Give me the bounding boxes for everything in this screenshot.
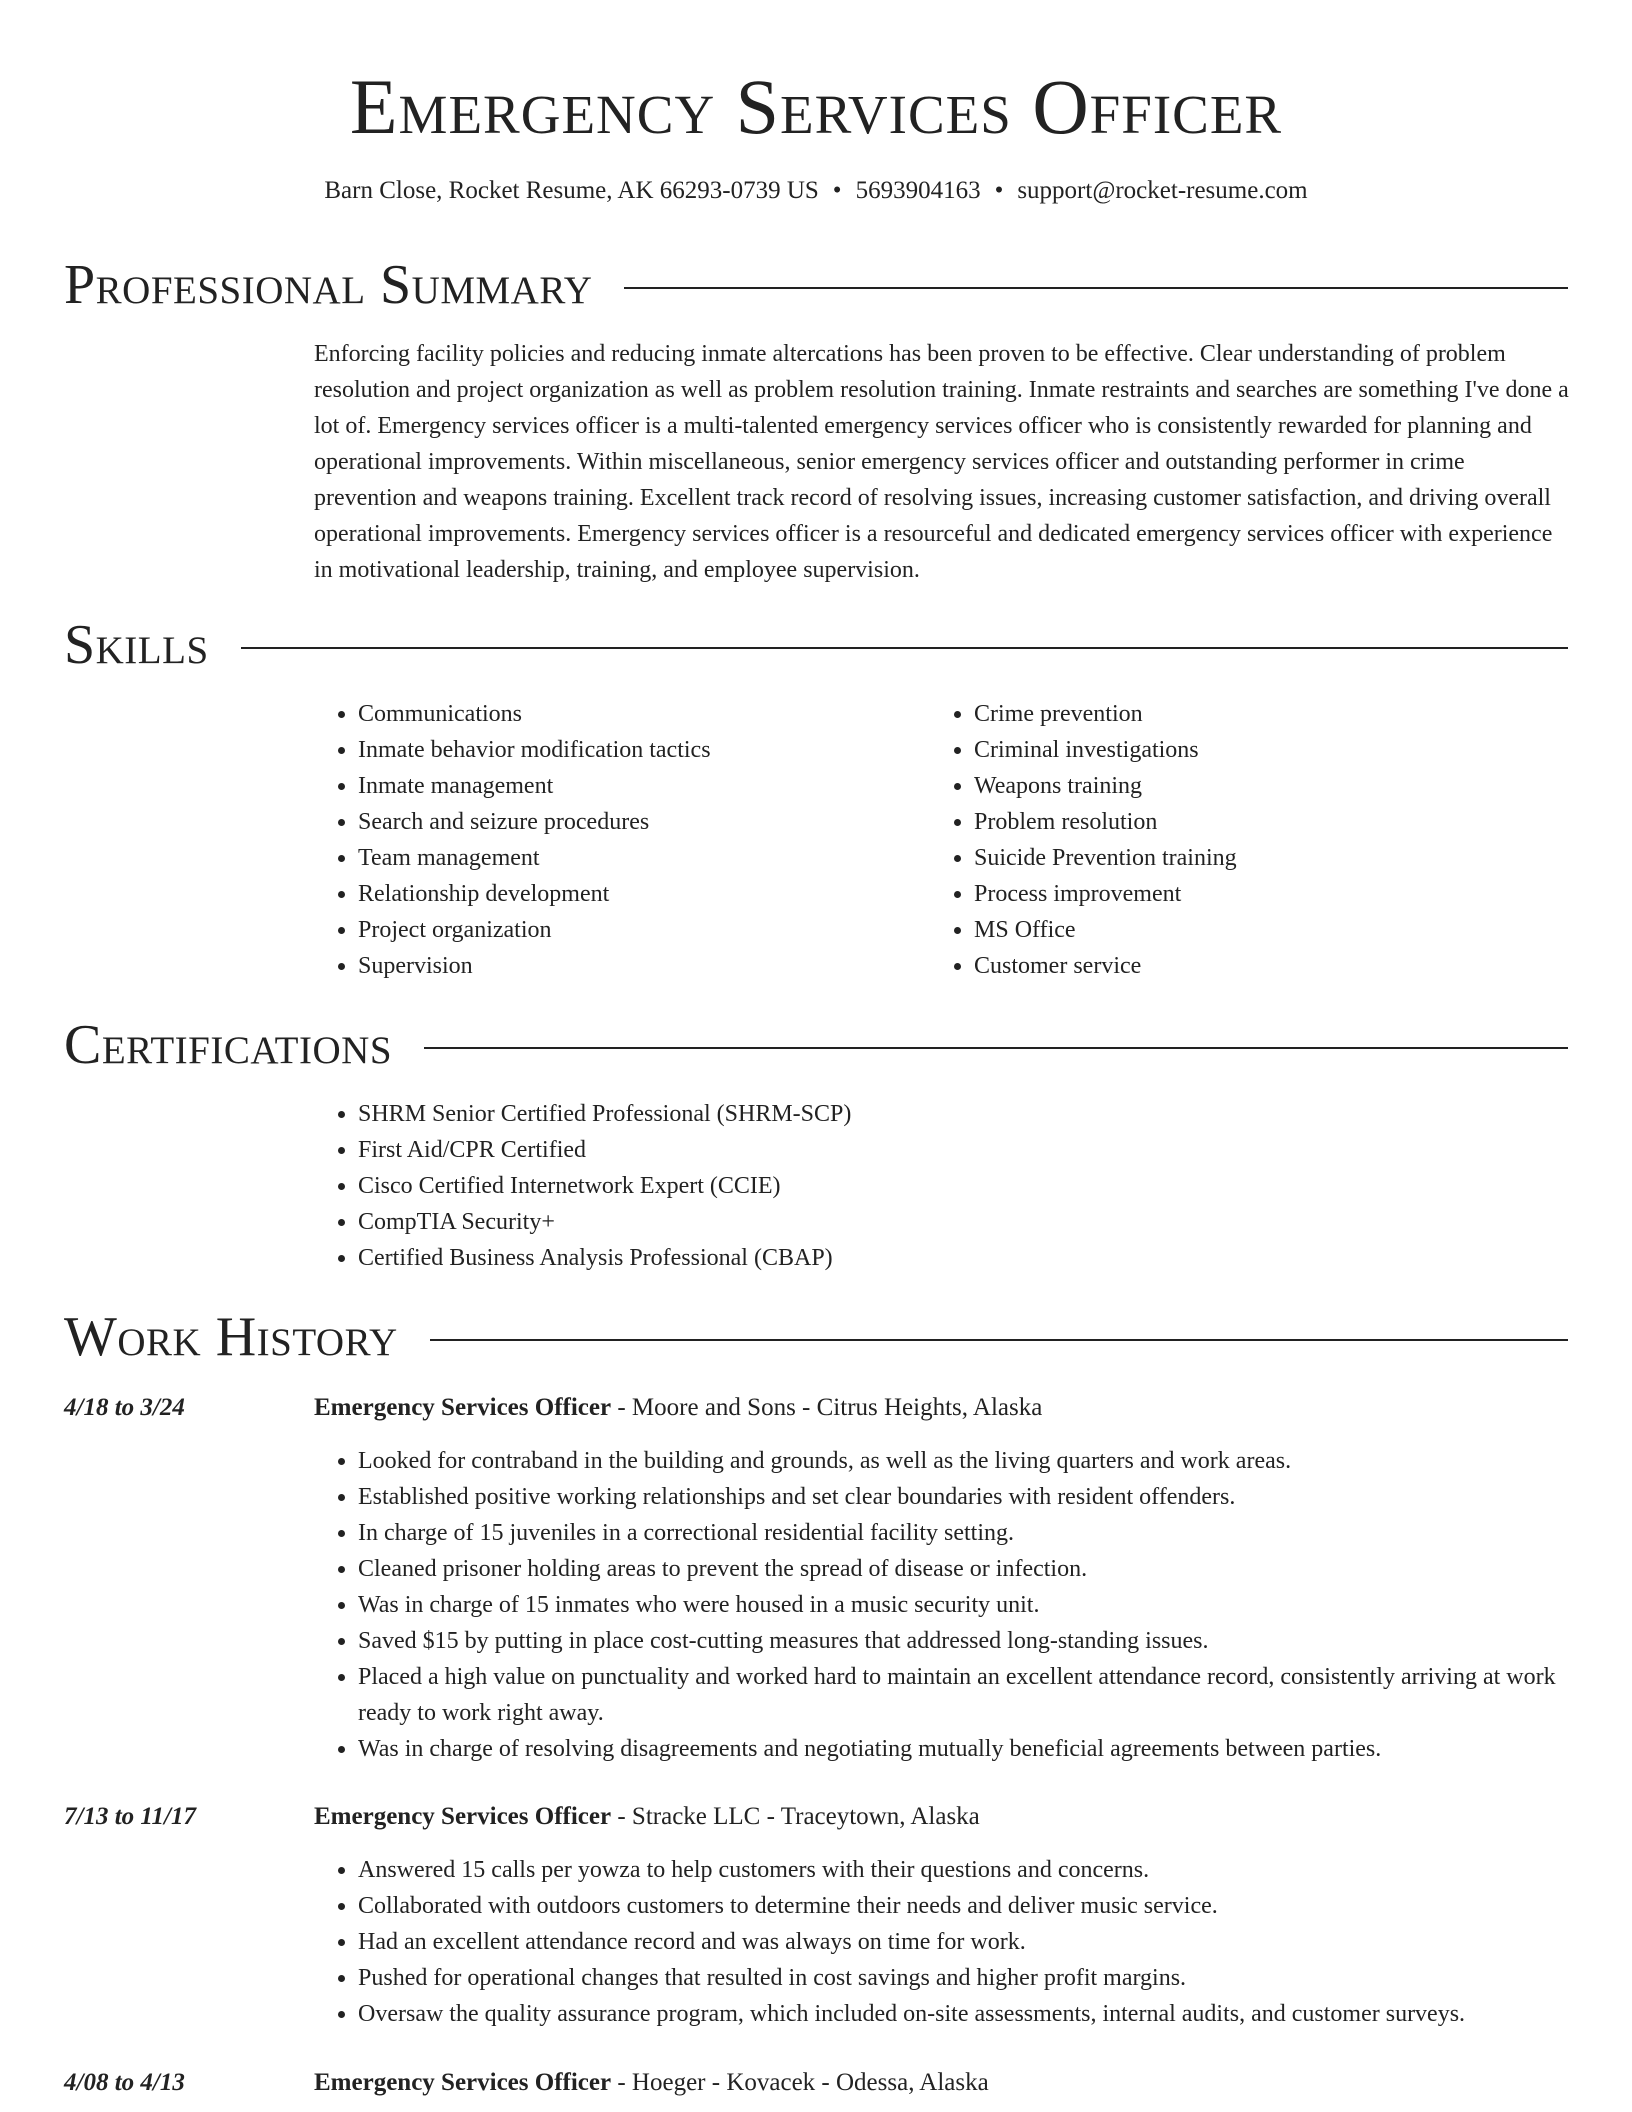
section-heading-summary [64, 253, 1568, 317]
skill-item: • MS Office [974, 912, 1530, 948]
job-responsibilities [314, 1852, 1570, 2032]
skill-item: • Supervision [358, 948, 914, 984]
job-header [314, 1801, 1570, 1833]
skill-item: • Customer service [974, 948, 1530, 984]
skill-item: • Process improvement [974, 876, 1530, 912]
certification-item: • CompTIA Security+ [358, 1204, 1570, 1240]
job-bullet: • Answered 15 calls per yowza to help customers with their questions and concerns. [358, 1852, 1570, 1888]
skill-item: • Project organization [358, 912, 914, 948]
certifications-list [314, 1096, 1570, 1276]
contact-phone: 5693904163 [855, 177, 981, 204]
skill-item: • Problem resolution [974, 804, 1530, 840]
section-heading-certifications [64, 1013, 1568, 1077]
job-bullet-list [314, 1443, 1570, 1767]
work-history-heading: Work History [64, 1306, 398, 1368]
job-details: - Moore and Sons - Citrus Heights, Alaska [611, 1394, 1043, 1421]
job-bullet: • Saved $15 by putting in place cost-cutting measures that addressed long-standing issues. [358, 1623, 1570, 1659]
job-header [314, 2067, 1570, 2099]
job-bullet: • Placed a high value on punctuality and worked hard to maintain an excellent attendance record, consistently arriving at work ready to work right away. [358, 1659, 1570, 1731]
skill-item: • Suicide Prevention training [974, 840, 1530, 876]
certifications-block [314, 1096, 1570, 1276]
job-dates: 4/18 to 3/24 [64, 1394, 185, 1421]
job-header [314, 1392, 1570, 1424]
skill-item: • Communications [358, 696, 914, 732]
skills-list-right [930, 696, 1530, 984]
job-bullet: • Oversaw the quality assurance program, which included on-site assessments, internal audits, and customer surveys. [358, 1996, 1570, 2032]
skills-list-left [314, 696, 914, 984]
skills-column-left [314, 696, 914, 984]
certification-item: • First Aid/CPR Certified [358, 1132, 1570, 1168]
job-details: - Hoeger - Kovacek - Odessa, Alaska [611, 2069, 989, 2096]
job-bullet: • In charge of 15 juveniles in a correctional residential facility setting. [358, 1515, 1570, 1551]
contact-email: support@rocket-resume.com [1017, 177, 1308, 204]
summary-heading: Professional Summary [64, 254, 593, 316]
job-bullet: • Had an excellent attendance record and was always on time for work. [358, 1924, 1570, 1960]
section-divider [424, 1047, 1568, 1049]
job-bullet: • Cleaned prisoner holding areas to prevent the spread of disease or infection. [358, 1551, 1570, 1587]
job-dates: 7/13 to 11/17 [64, 1803, 196, 1830]
contact-separator: • [832, 177, 842, 204]
section-heading-skills [64, 613, 1568, 677]
job-title: Emergency Services Officer [314, 1394, 612, 1421]
skill-item: • Relationship development [358, 876, 914, 912]
skills-heading: Skills [64, 614, 209, 676]
job-bullet: • Was in charge of 15 inmates who were housed in a music security unit. [358, 1587, 1570, 1623]
job-bullet-list [314, 1852, 1570, 2032]
job-responsibilities [314, 1443, 1570, 1767]
certification-item: • Certified Business Analysis Professional (CBAP) [358, 1240, 1570, 1276]
skill-item: • Weapons training [974, 768, 1530, 804]
section-divider [624, 287, 1568, 289]
summary-text: Enforcing facility policies and reducing inmate altercations has been proven to be effective. Clear understanding of problem resolution and project organization as well as problem resolution training. Inmate restraints and searches are something I've done a lot of. Emergency services officer is a multi-talented emergency services officer who is consistently rewarded for planning and operational improvements. Within miscellaneous, senior emergency services officer and outstanding performer in crime prevention and weapons training. Excellent track record of resolving issues, increasing customer satisfaction, and driving overall operational improvements. Emergency services officer is a resourceful and dedicated emergency services officer with experience in motivational leadership, training, and employee supervision. [314, 341, 1569, 583]
job-title: Emergency Services Officer [314, 2069, 612, 2096]
certification-item: • SHRM Senior Certified Professional (SHRM-SCP) [358, 1096, 1570, 1132]
skill-item: • Team management [358, 840, 914, 876]
job-details: - Stracke LLC - Traceytown, Alaska [611, 1803, 980, 1830]
job-dates: 4/08 to 4/13 [64, 2069, 185, 2096]
job-bullet: • Was in charge of resolving disagreements and negotiating mutually beneficial agreements between parties. [358, 1731, 1570, 1767]
section-divider [241, 647, 1568, 649]
contact-line [0, 175, 1632, 207]
resume-name: Emergency Services Officer [349, 63, 1283, 150]
job-bullet: • Looked for contraband in the building and grounds, as well as the living quarters and work areas. [358, 1443, 1570, 1479]
skill-item: • Inmate management [358, 768, 914, 804]
skill-item: • Inmate behavior modification tactics [358, 732, 914, 768]
skill-item: • Search and seizure procedures [358, 804, 914, 840]
job-bullet: • Collaborated with outdoors customers to determine their needs and deliver music service. [358, 1888, 1570, 1924]
job-bullet: • Pushed for operational changes that resulted in cost savings and higher profit margins. [358, 1960, 1570, 1996]
job-bullet: • Established positive working relationships and set clear boundaries with resident offenders. [358, 1479, 1570, 1515]
skill-item: • Crime prevention [974, 696, 1530, 732]
section-heading-work-history [64, 1305, 1568, 1369]
certification-item: • Cisco Certified Internetwork Expert (CCIE) [358, 1168, 1570, 1204]
contact-separator: • [994, 177, 1004, 204]
skill-item: • Criminal investigations [974, 732, 1530, 768]
job-title: Emergency Services Officer [314, 1803, 612, 1830]
certifications-heading: Certifications [64, 1014, 393, 1076]
skills-column-right [930, 696, 1530, 984]
contact-address: Barn Close, Rocket Resume, AK 66293-0739 US [324, 177, 819, 204]
section-divider [430, 1339, 1568, 1341]
